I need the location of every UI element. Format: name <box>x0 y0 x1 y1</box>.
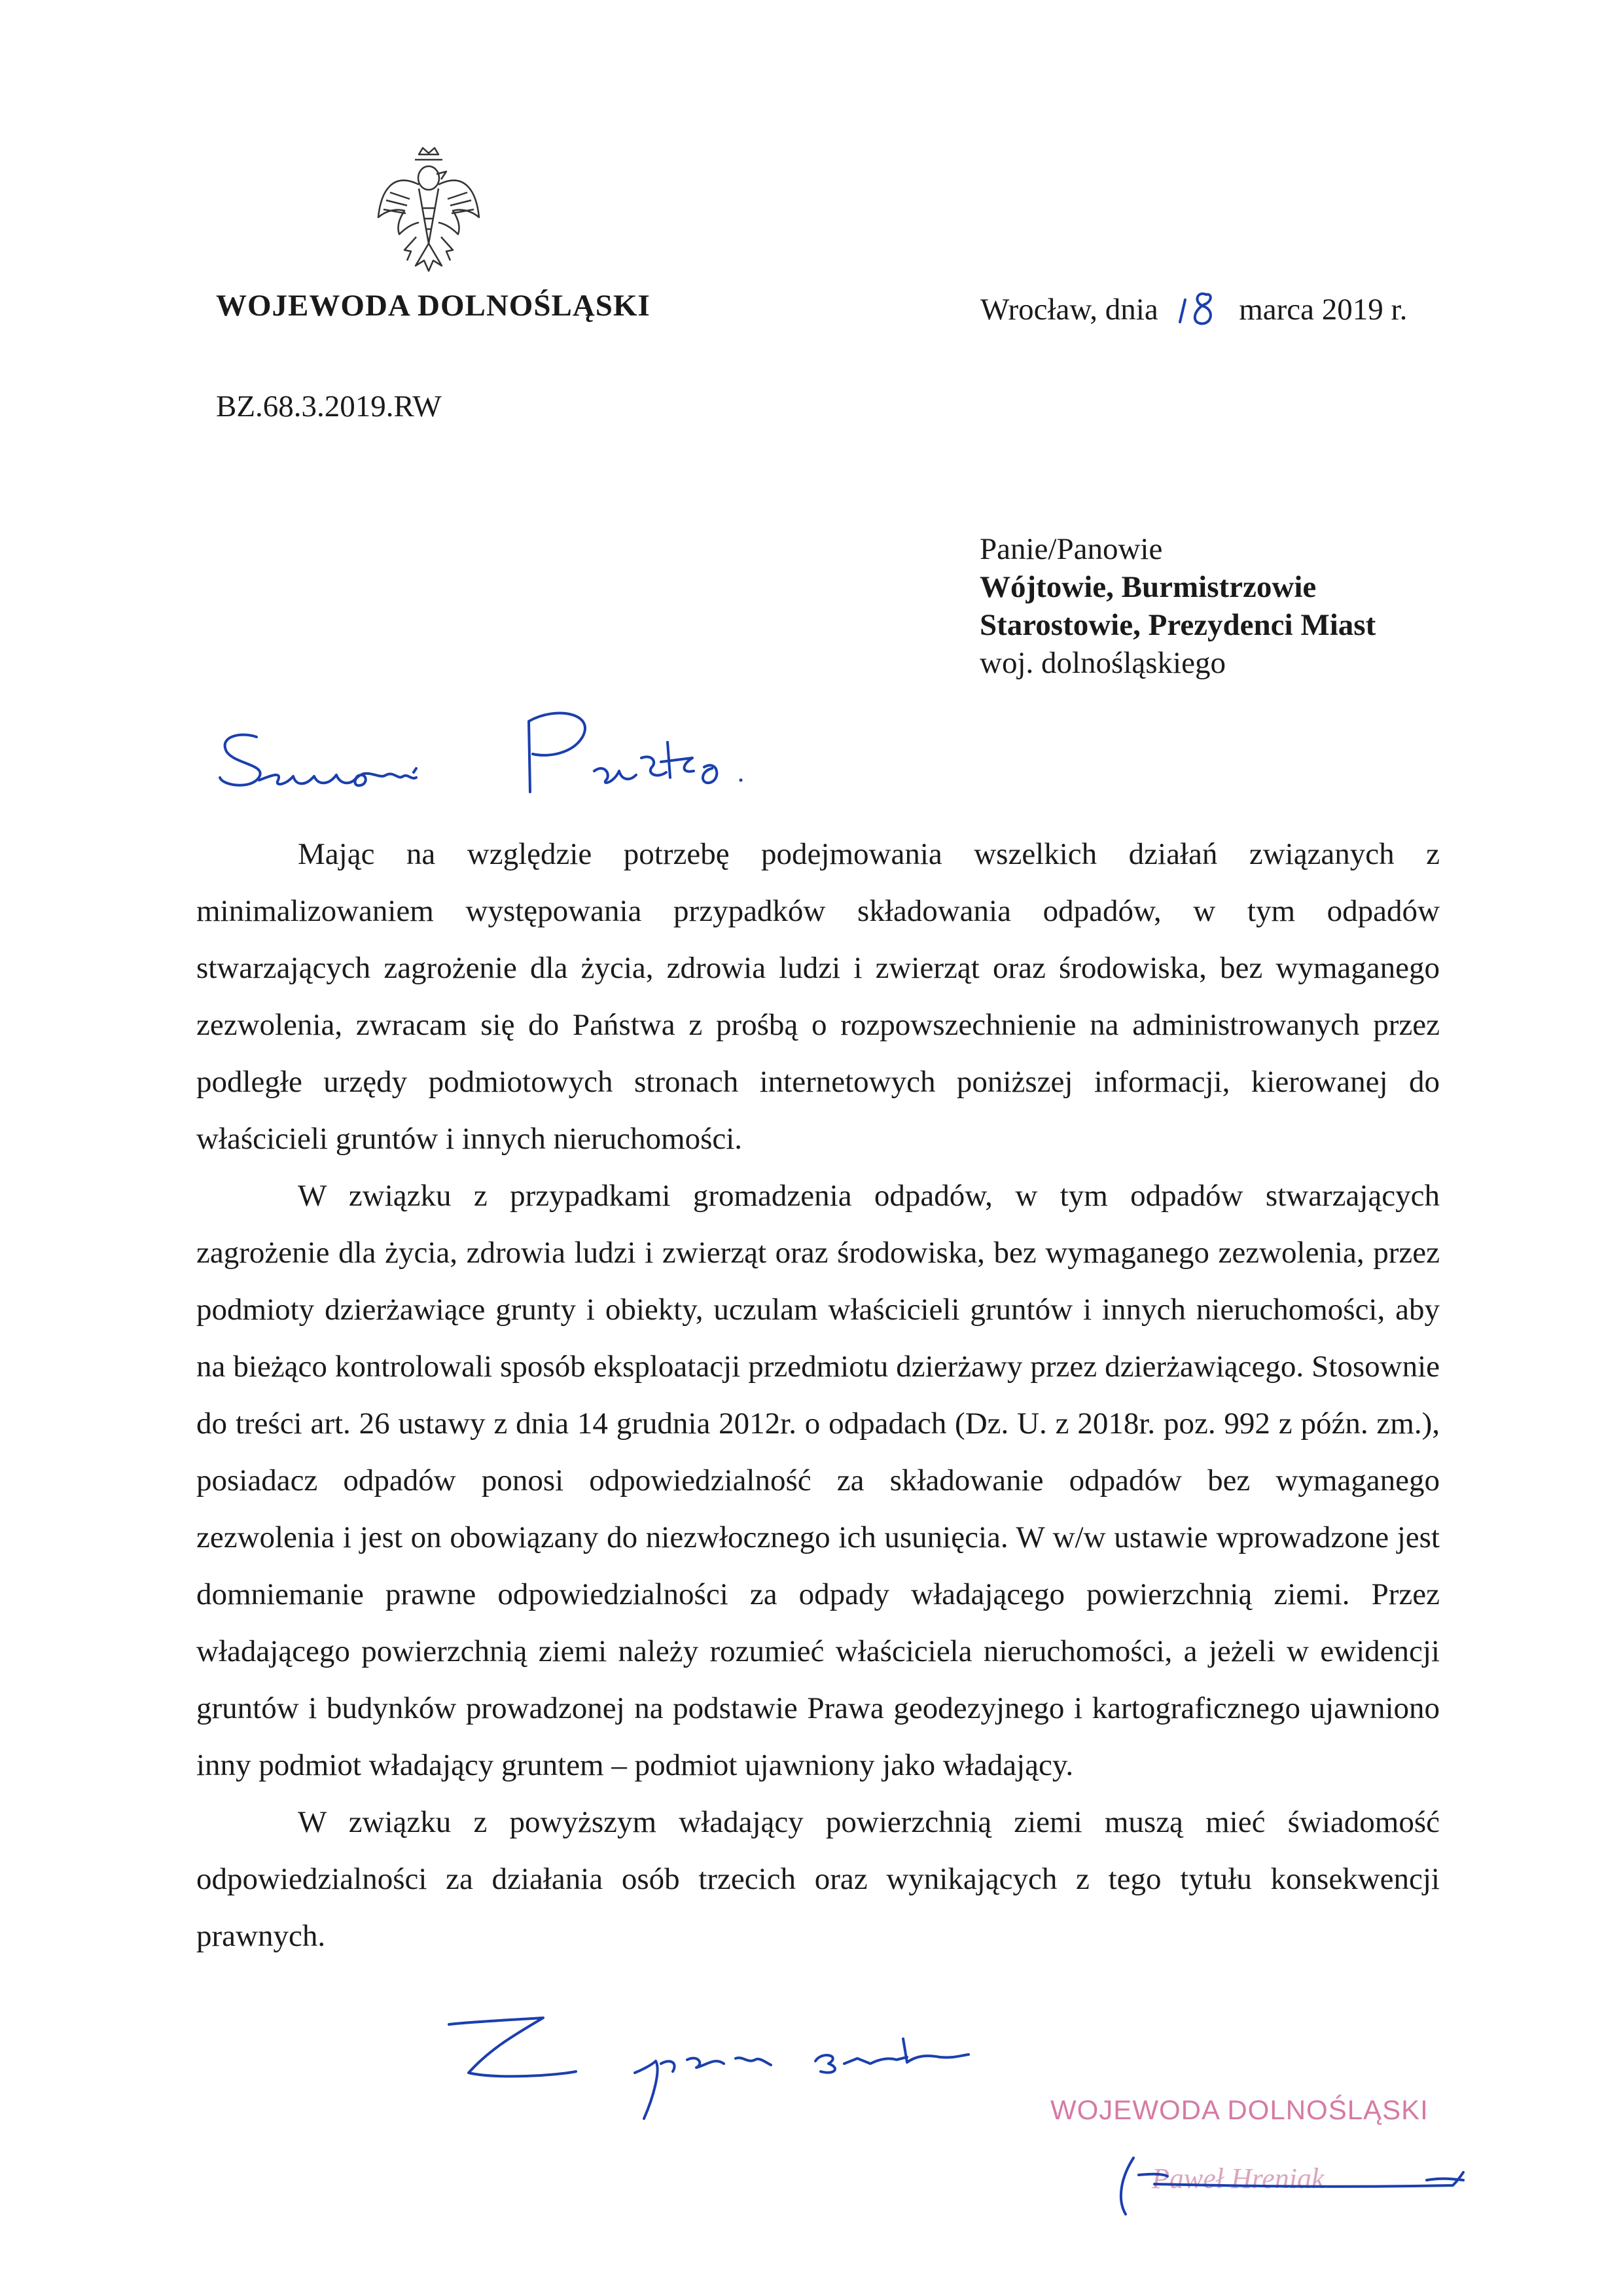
official-stamp: WOJEWODA DOLNOŚLĄSKI <box>1050 2094 1429 2125</box>
addressee-block <box>980 530 1376 682</box>
date-place: Wrocław, dnia <box>980 293 1158 327</box>
handwritten-day <box>1166 288 1231 327</box>
body-paragraph: W związku z przypadkami gromadzenia odpadów, w tym odpadów stwarzających zagrożenie dla życia, zdrowia ludzi i zwierząt oraz środowiska, bez wymaganego zezwolenia, przez podmioty dzierżawiące grunty i obiekty, uczulam właścicieli gruntów i innych nieruchomości, aby na bieżąco kontrolowali sposób eksploatacji przedmiotu dzierżawy przez dzierżawiącego. Stosownie do treści art. 26 ustawy z dnia 14 grudnia 2012r. o odpadach (Dz. U. z 2018r. poz. 992 z późn. zm.), posiadacz odpadów ponosi odpowiedzialność za składowanie odpadów bez wymaganego zezwolenia i jest on obowiązany do niezwłocznego ich usunięcia. W w/w ustawie wprowadzone jest domniemanie prawne odpowiedzialności za odpady władającego powierzchnią ziemi. Przez władającego powierzchnią ziemi należy rozumieć właściciela nieruchomości, a jeżeli w ewidencji gruntów i budynków prowadzonej na podstawie Prawa geodezyjnego i kartograficznego ujawniono inny podmiot władający gruntem – podmiot ujawniony jako władający. <box>196 1179 1440 1782</box>
handwritten-salutation <box>209 694 766 812</box>
addressee-line: Wójtowie, Burmistrzowie <box>980 570 1317 604</box>
issuing-authority: WOJEWODA DOLNOŚLĄSKI <box>216 289 651 323</box>
date-month-year: marca 2019 r. <box>1239 293 1408 327</box>
addressee-line: Starostowie, Prezydenci Miast <box>980 608 1376 642</box>
reference-number: BZ.68.3.2019.RW <box>216 389 442 423</box>
signatory-name: Paweł Hreniak <box>1152 2162 1325 2195</box>
body-paragraph: W związku z powyższym władający powierzchnią ziemi muszą mieć świadomość odpowiedzialności za działania osób trzecich oraz wynikających z tego tytułu konsekwencji prawnych. <box>196 1805 1440 1953</box>
polish-eagle-emblem-icon <box>373 145 484 274</box>
signature <box>1099 2144 1479 2235</box>
body-paragraph: Mając na względzie potrzebę podejmowania wszelkich działań związanych z minimalizowaniem występowania przypadków składowania odpadów, w tym odpadów stwarzających zagrożenie dla życia, zdrowia ludzi i zwierząt oraz środowiska, bez wymaganego zezwolenia, zwracam się do Państwa z prośbą o rozpowszechnienie na administrowanych przez podległe urzędy podmiotowych stronach internetowych poniższej informacji, kierowanej do właścicieli gruntów i innych nieruchomości. <box>196 837 1440 1156</box>
addressee-line: Panie/Panowie <box>980 532 1163 566</box>
handwritten-closing <box>445 2000 1139 2130</box>
addressee-line: woj. dolnośląskiego <box>980 646 1226 680</box>
letter-body <box>196 826 1440 1965</box>
date-line <box>980 288 1407 327</box>
